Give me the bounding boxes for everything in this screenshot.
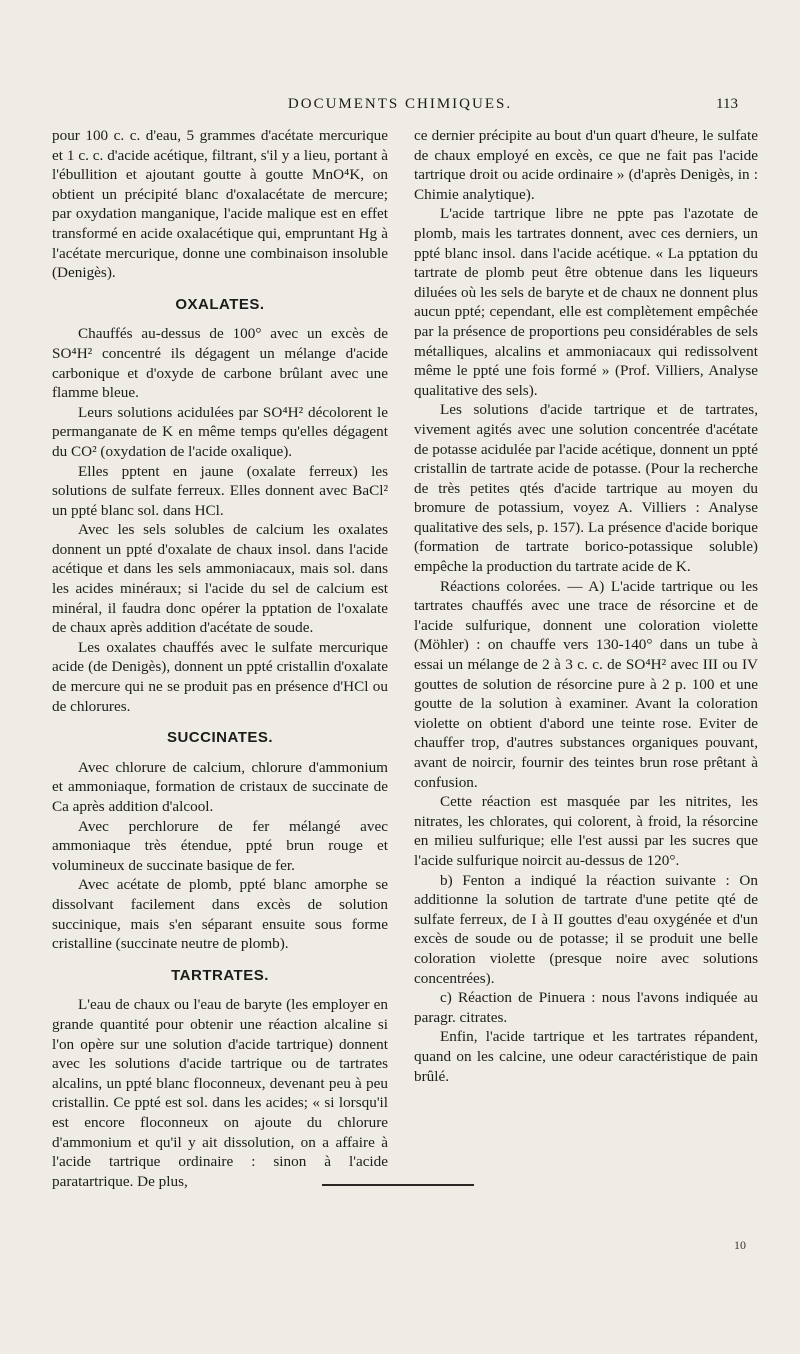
paragraph-fenton: b) Fenton a indiqué la réaction suivante : On additionne la solution de tartrate d'une petite qté de sulfate ferreux, de I à II gouttes d'eau oxygénée et d'un excès de soude ou de potasse; il se produit une belle coloration violette (presque noire avec solutions concentrées). (414, 871, 758, 987)
paragraph-succinates-3: Avec acétate de plomb, ppté blanc amorphe se dissolvant facilement dans excès de solution succinique, mais s'en séparant ensuite sous forme cristalline (succinate neutre de plomb). (52, 876, 388, 953)
paragraph-odor: Enfin, l'acide tartrique et les tartrates répandent, quand on les calcine, une odeur caractéristique de pain brûlé. (414, 1028, 758, 1085)
running-title: DOCUMENTS CHIMIQUES. (287, 96, 513, 112)
paragraph-pinuera: c) Réaction de Pinuera : nous l'avons indiquée au paragr. citrates. (414, 989, 758, 1026)
paragraph-oxalates-2: Leurs solutions acidulées par SO⁴H² décolorent le permanganate de K en même temps qu'elles dégagent du CO² (oxydation de l'acide oxalique). (52, 403, 388, 460)
paragraph-oxalates-1: Chauffés au-dessus de 100° avec un excès de SO⁴H² concentré ils dégagent un mélange d'acide carbonique et d'oxyde de carbone brûlant avec une flamme bleue. (52, 325, 388, 402)
page-number: 113 (716, 96, 738, 112)
paragraph-oxalates-3: Elles pptent en jaune (oxalate ferreux) les solutions de sulfate ferreux. Elles donnent avec BaCl² un ppté blanc sol. dans HCl. (52, 462, 388, 519)
paragraph-oxalates-5: Les oxalates chauffés avec le sulfate mercurique acide (de Denigès), donnent un ppté cristallin d'oxalate de mercure qui ne se produit pas en présence d'HCl ou de chlorures. (52, 638, 388, 715)
left-column (52, 126, 388, 1191)
running-head (0, 94, 800, 118)
paragraph-tartrates-lead: L'acide tartrique libre ne ppte pas l'azotate de plomb, mais les tartrates donnent, avec ces derniers, un ppté blanc insol. dans l'acide acétique. « La pptation du tartrate de plomb peut être obtenue dans les liqueurs diluées où les sels de baryte et de chaux ne donnent plus aucun ppté; cependant, elle est complètement empêchée par la présence de proportions peu considérables de sels métalliques, alcalins et ammoniacaux qui redissolvent même le ppté une fois formé » (Prof. Villiers, Analyse qualitative des sels). (414, 205, 758, 399)
section-title-succinates: SUCCINATES. (166, 729, 274, 747)
signature-mark: 10 (734, 1238, 746, 1252)
paragraph-succinates-1: Avec chlorure de calcium, chlorure d'ammonium et ammoniaque, formation de cristaux de succinate de Ca après addition d'alcool. (52, 758, 388, 815)
paragraph-succinates-2: Avec perchlorure de fer mélangé avec ammoniaque très étendue, ppté brun rouge et volumineux de succinate basique de fer. (52, 817, 388, 874)
paragraph-tartrates-1: L'eau de chaux ou l'eau de baryte (les employer en grande quantité pour obtenir une réaction alcaline si l'on opère sur une solution d'acide tartrique) donnent avec les solutions d'acide tartrique ou de tartrates alcalins, un ppté blanc floconneux, devenant peu à peu cristallin. Ce ppté est sol. dans les acides; « si lorsqu'il est encore floconneux on ajoute du chlorure d'ammonium et qu'il y ait dissolution, on a affaire à l'acide tartrique ordinaire : sinon à l'acide paratartrique. De plus, (52, 996, 388, 1190)
section-title-tartrates: TARTRATES. (171, 966, 269, 984)
paragraph-oxalates-4: Avec les sels solubles de calcium les oxalates donnent un ppté d'oxalate de chaux insol. dans l'acide acétique et dans les sels ammoniacaux, mais sol. dans les acides minéraux; si l'acide du sel de calcium est minéral, il faudra donc opérer la pptation de l'oxalate de chaux après addition d'acétate de soude. (52, 521, 388, 637)
paragraph-masking: Cette réaction est masquée par les nitrites, les nitrates, les chlorates, qui colorent, à froid, la résorcine en milieu sulfurique; elle l'est aussi par les sucres que l'acide sulfurique noircit au-dessus de 120°. (414, 793, 758, 869)
paragraph-color-reactions: Réactions colorées. — A) L'acide tartrique ou les tartrates chauffés avec une trace de résorcine et de l'acide sulfurique, donnent une coloration violette (Möhler) : on chauffe vers 130-140° dans un tube à essai un mélange de 2 à 3 c. c. de SO⁴H² avec III ou IV gouttes de solution de résorcine pure à 2 p. 100 et une goutte de la solution à examiner. Avant la coloration violette on obtient d'abord une teinte rose. Eviter de chauffer trop, d'autres substances organiques pouvant, avant de noircir, fournir des teintes brun rose prêtant à confusion. (414, 577, 758, 791)
paragraph-tartrates-continuation: ce dernier précipite au bout d'un quart d'heure, le sulfate de chaux employé en excès, ce que ne fait pas l'acide tartrique droit ou acide ordinaire » (d'après Denigès, in : Chimie analytique). (414, 127, 758, 203)
paragraph-tartrates-potash: Les solutions d'acide tartrique et de tartrates, vivement agités avec une solution concentrée d'acétate de potasse acidulée par l'acide acétique, donnent un ppté cristallin de tartrate acide de potasse. (Pour la recherche de très petites qtés d'acide tartrique au moyen du bromure de potassium, voyez A. Villiers : Analyse qualitative des sels, p. 157). La présence d'acide borique (formation de tartrate borico-potassique soluble) empêche la production du tartrate acide de K. (414, 401, 758, 576)
paragraph-malic-continuation: pour 100 c. c. d'eau, 5 grammes d'acétate mercurique et 1 c. c. d'acide acétique, filtrant, s'il y a lieu, portant à l'ébullition et ajoutant goutte à goutte MnO⁴K, on obtient un précipité blanc d'oxalacétate de mercure; par oxydation manganique, l'acide malique est en effet transformé en acide oxalacétique qui, empruntant Hg à l'acétate mercurique, donne une combinaison insoluble (Denigès). (52, 127, 388, 282)
section-title-oxalates: OXALATES. (175, 295, 265, 313)
end-rule (322, 1184, 474, 1186)
right-column (414, 126, 758, 1086)
